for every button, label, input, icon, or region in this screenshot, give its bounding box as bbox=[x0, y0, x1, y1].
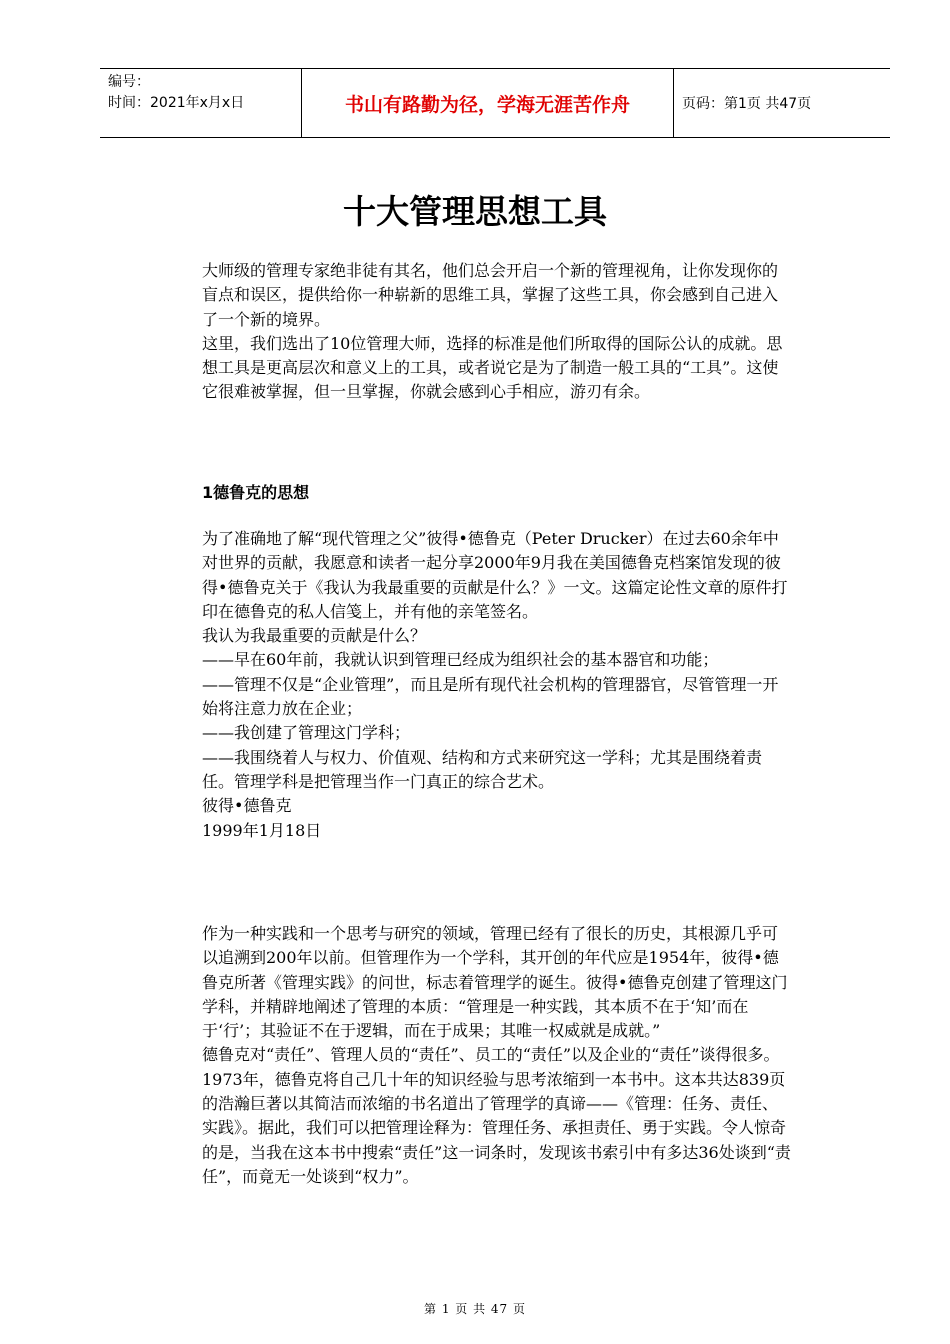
body-paragraph: ——我围绕着人与权力、价值观、结构和方式来研究这一学科；尤其是围绕着责任。管理学科是把管理当作一门真正的综合艺术。 bbox=[202, 747, 763, 791]
signature-name: 彼得•德鲁克 bbox=[202, 796, 292, 816]
body-paragraph: 我认为我最重要的贡献是什么？ bbox=[202, 626, 427, 646]
page-header bbox=[100, 68, 890, 138]
intro-section bbox=[202, 259, 792, 405]
document-time-label: 时间：2021年x月x日 bbox=[108, 95, 245, 111]
intro-paragraph: 大师级的管理专家绝非徒有其名，他们总会开启一个新的管理视角，让你发现你的盲点和误区，提供给你一种崭新的思维工具，掌握了这些工具，你会感到自己进入了一个新的境界。 bbox=[202, 261, 779, 329]
intro-paragraph: 这里，我们选出了10位管理大师，选择的标准是他们所取得的国际公认的成就。思想工具是更高层次和意义上的工具，或者说它是为了制造一般工具的“工具”。这使它很难被掌握，但一旦掌握，你就会感到心手相应，游刃有余。 bbox=[202, 333, 783, 402]
header-meta bbox=[108, 72, 300, 114]
body-paragraph: ——管理不仅是“企业管理”，而且是所有现代社会机构的管理器官，尽管管理一开始将注意力放在企业； bbox=[202, 674, 779, 719]
body-paragraph: 德鲁克对“责任”、管理人员的“责任”、员工的“责任”以及企业的“责任”谈得很多。1973年，德鲁克将自己几十年的知识经验与思考浓缩到一本书中。这本共达839页的浩瀚巨著以其简洁而浓缩的书名道出了管理学的真谛——《管理：任务、责任、实践》。据此，我们可以把管理诠释为：管理任务、承担责任、勇于实践。令人惊奇的是，当我在这本书中搜索“责任”这一词条时，发现该书索引中有多达36处谈到“责任”，而竟无一处谈到“权力”。 bbox=[202, 1045, 791, 1186]
section-heading-block bbox=[202, 481, 792, 505]
document-number-label: 编号： bbox=[108, 74, 150, 90]
page-footer: 第 1 页 共 47 页 bbox=[424, 1302, 526, 1316]
header-divider-right bbox=[673, 69, 674, 137]
section-heading: 1德鲁克的思想 bbox=[202, 483, 310, 502]
document-title: 十大管理思想工具 bbox=[343, 192, 607, 231]
header-motto: 书山有路勤为径，学海无涯苦作舟 bbox=[344, 93, 630, 116]
signature-date: 1999年1月18日 bbox=[202, 820, 322, 840]
header-page-info: 页码：第1页 共47页 bbox=[682, 96, 812, 112]
body-paragraph: 作为一种实践和一个思考与研究的领域，管理已经有了很长的历史，其根源几乎可以追溯到200年以前。但管理作为一个学科，其开创的年代应是1954年，彼得•德鲁克所著《管理实践》的问世，标志着管理学的诞生。彼得•德鲁克创建了管理这门学科，并精辟地阐述了管理的本质：“管理是一种实践，其本质不在于‘知’而在于‘行’；其验证不在于逻辑，而在于成果；其唯一权威就是成就。” bbox=[202, 924, 788, 1041]
section-body-continued bbox=[202, 922, 792, 1189]
body-paragraph: ——我创建了管理这门学科； bbox=[202, 723, 411, 743]
body-paragraph: 为了准确地了解“现代管理之父”彼得•德鲁克（Peter Drucker）在过去60余年中对世界的贡献，我愿意和读者一起分享2000年9月我在美国德鲁克档案馆发现的彼得•德鲁克关于《我认为我最重要的贡献是什么？》一文。这篇定论性文章的原件打印在德鲁克的私人信笺上，并有他的亲笔签名。 bbox=[202, 529, 788, 621]
section-body bbox=[202, 527, 792, 843]
body-paragraph: ——早在60年前，我就认识到管理已经成为组织社会的基本器官和功能； bbox=[202, 650, 719, 670]
